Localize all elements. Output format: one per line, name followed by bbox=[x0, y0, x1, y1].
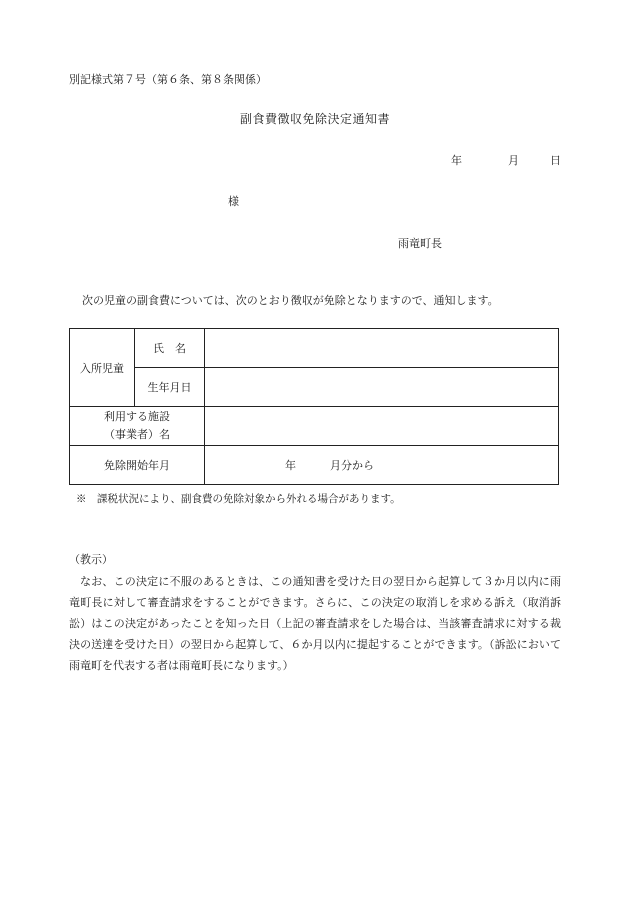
table-row bbox=[70, 407, 559, 446]
date-day-label: 日 bbox=[550, 154, 561, 167]
teaching-body: なお、この決定に不服のあるときは、この通知書を受けた日の翌日から起算して３か月以内に雨竜町長に対して審査請求をすることができます。さらに、この決定の取消しを求める訴え（取消訴訟）はこの決定があったことを知った日（上記の審査請求をした場合は、当該審査請求に対する裁決の送達を受けた日）の翌日から起算して、６か月以内に提起することができます。（訴訟において雨竜町を代表する者は雨竜町長になります。） bbox=[69, 575, 561, 672]
info-table bbox=[69, 328, 559, 485]
exempt-start-label: 免除開始年月 bbox=[70, 446, 205, 485]
date-month-label: 月 bbox=[508, 154, 519, 167]
birthdate-label: 生年月日 bbox=[135, 368, 205, 407]
intro-text: 次の児童の副食費については、次のとおり徴収が免除となりますので、通知します。 bbox=[82, 294, 499, 307]
facility-label-line1: 利用する施設 bbox=[104, 410, 170, 423]
issuer-name: 雨竜町長 bbox=[398, 237, 442, 250]
date-year-label: 年 bbox=[451, 154, 462, 167]
exempt-start-value-cell[interactable] bbox=[205, 446, 559, 485]
form-label: 別記様式第７号（第６条、第８条関係） bbox=[69, 73, 267, 86]
note-text: ※ 課税状況により、副食費の免除対象から外れる場合があります。 bbox=[76, 493, 401, 505]
facility-value-cell[interactable] bbox=[205, 407, 559, 446]
birthdate-value-cell[interactable] bbox=[205, 368, 559, 407]
name-value-cell[interactable] bbox=[205, 329, 559, 368]
exempt-month-label: 月分から bbox=[330, 459, 374, 472]
exempt-year-label: 年 bbox=[285, 459, 296, 472]
addressee-suffix: 様 bbox=[228, 195, 239, 208]
teaching-heading: （教示） bbox=[69, 553, 113, 566]
facility-label bbox=[70, 407, 205, 446]
table-row bbox=[70, 329, 559, 368]
table-row bbox=[70, 368, 559, 407]
document-title: 副食費徴収免除決定通知書 bbox=[239, 112, 390, 126]
child-header: 入所児童 bbox=[70, 329, 135, 407]
name-label: 氏 名 bbox=[135, 329, 205, 368]
table-row bbox=[70, 446, 559, 485]
facility-label-line2: （事業者）名 bbox=[104, 428, 170, 441]
